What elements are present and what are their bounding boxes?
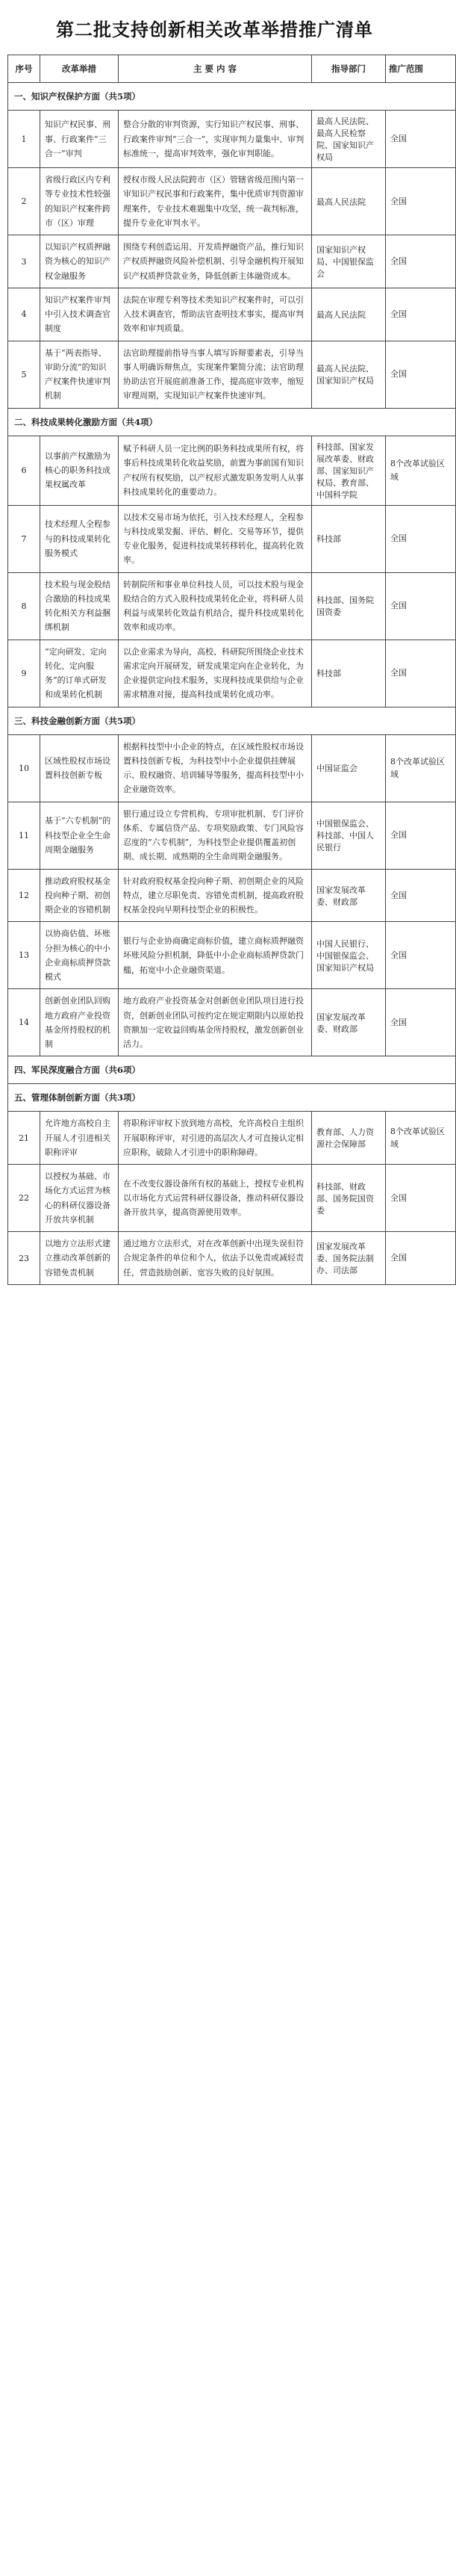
guiding-department: 科技部、国家发展改革委、财政部、国家知识产权局、教育部、中国科学院: [312, 436, 386, 505]
header-scope: 推广范围: [386, 55, 456, 83]
guiding-department: 最高人民法院: [312, 168, 386, 235]
guiding-department: 科技部: [312, 640, 386, 707]
table-row: [8, 734, 456, 802]
guiding-department: 科技部: [312, 505, 386, 572]
table-row: [8, 505, 456, 572]
promotion-scope: 全国: [386, 1165, 456, 1232]
table-row: [8, 922, 456, 989]
row-number: 5: [8, 341, 40, 408]
row-number: 2: [8, 168, 40, 235]
promotion-scope: 全国: [386, 111, 456, 168]
row-number: 14: [8, 989, 40, 1056]
guiding-department: 国家发展改革委、国务院法制办、司法部: [312, 1232, 386, 1285]
section-title: 四、军民深度融合方面（共6项）: [8, 1056, 456, 1084]
row-number: 6: [8, 436, 40, 505]
measure-name: 基于“两表指导、审助分流”的知识产权案件快速审判机制: [40, 341, 119, 408]
measure-content: 将职称评审权下放到地方高校，允许高校自主组织开展职称评审，对引进的高层次人才可直接认定相应职称，破除人才引进中的职称障碍。: [119, 1112, 312, 1165]
header-content: 主 要 内 容: [119, 55, 312, 83]
guiding-department: 中国人民银行、中国银保监会、国家知识产权局: [312, 922, 386, 989]
measure-content: 地方政府产业投资基金对创新创业团队项目进行投资，创新创业团队可按约定在规定期限内以原始投资额加一定收益回购基金所持股权，激发创新创业活力。: [119, 989, 312, 1056]
guiding-department: 科技部、国务院国资委: [312, 572, 386, 640]
section-row: [8, 1056, 456, 1084]
measure-content: 在不改变仪器设备所有权的基础上，授权专业机构以市场化方式运营科研仪器设备，推动科研仪器设备开放共享，提高资源使用效率。: [119, 1165, 312, 1232]
guiding-department: 国家知识产权局、中国银保监会: [312, 235, 386, 288]
guiding-department: 中国证监会: [312, 734, 386, 802]
measure-name: 区域性股权市场设置科技创新专板: [40, 734, 119, 802]
table-row: [8, 1232, 456, 1285]
measure-content: 银行通过设立专营机构、专项审批机制、专门评价体系、专属信贷产品、专项奖励政策、专门风险容忍度的“六专机制”，为科技型企业提供覆盖初创期、成长期、成熟期的全生命周期金融服务。: [119, 802, 312, 869]
measure-name: 以地方立法形式建立推动改革创新的容错免责机制: [40, 1232, 119, 1285]
measure-name: 知识产权民事、刑事、行政案件“三合一”审判: [40, 111, 119, 168]
measure-name: 创新创业团队回购地方政府产业投资基金所持股权的机制: [40, 989, 119, 1056]
row-number: 4: [8, 288, 40, 341]
measure-content: 转制院所和事业单位科技人员，可以技术股与现金股结合的方式入股科技成果转化企业，将科研人员利益与成果转化效益有机结合，提升科技成果转化效率和成功率。: [119, 572, 312, 640]
measure-content: 授权市级人民法院跨市（区）管辖省级范围内第一审知识产权民事和行政案件，集中优质审判资源审理案件，专业技术难题集中攻坚，统一裁判标准，提升专业化审判水平。: [119, 168, 312, 235]
promotion-scope: 全国: [386, 869, 456, 922]
table-row: [8, 288, 456, 341]
promotion-scope: 全国: [386, 1232, 456, 1285]
section-row: [8, 408, 456, 436]
promotion-scope: 全国: [386, 640, 456, 707]
measure-content: 法院在审理专利等技术类知识产权案件时，可以引入技术调查官，帮助法官查明技术事实，提高审判效率和审判质量。: [119, 288, 312, 341]
table-row: [8, 1112, 456, 1165]
measure-name: 推动政府股权基金投向种子期、初创期企业的容错机制: [40, 869, 119, 922]
page: [7, 0, 445, 1285]
table-body: [8, 83, 456, 1285]
section-title: 三、科技金融创新方面（共5项）: [8, 707, 456, 734]
guiding-department: 最高人民法院、国家知识产权局: [312, 341, 386, 408]
header-no: 序号: [8, 55, 40, 83]
row-number: 10: [8, 734, 40, 802]
header-dept: 指导部门: [312, 55, 386, 83]
measure-content: 通过地方立法形式，对在改革创新中出现失误但符合规定条件的单位和个人，依法予以免责或减轻责任，营造鼓励创新、宽容失败的良好氛围。: [119, 1232, 312, 1285]
row-number: 11: [8, 802, 40, 869]
guiding-department: 科技部、财政部、国务院国资委: [312, 1165, 386, 1232]
measure-name: 技术经理人全程参与的科技成果转化服务模式: [40, 505, 119, 572]
promotion-scope: 8个改革试验区域: [386, 436, 456, 505]
measure-name: 技术股与现金股结合激励的科技成果转化相关方利益捆绑机制: [40, 572, 119, 640]
measure-content: 针对政府股权基金投向种子期、初创期企业的风险特点，建立尽职免责、容错免责机制，提高政府股权基金投向早期科技型企业的积极性。: [119, 869, 312, 922]
row-number: 22: [8, 1165, 40, 1232]
promotion-scope: 8个改革试验区域: [386, 1112, 456, 1165]
section-row: [8, 1084, 456, 1112]
promotion-scope: 8个改革试验区域: [386, 734, 456, 802]
measure-content: 以技术交易市场为依托，引入技术经理人，全程参与科技成果发掘、评估、孵化、交易等环节，提供专业化服务，促进科技成果转移转化，提高转化效率。: [119, 505, 312, 572]
promotion-scope: 全国: [386, 922, 456, 989]
table-row: [8, 111, 456, 168]
document-title: 第二批支持创新相关改革举措推广清单: [56, 19, 373, 40]
row-number: 3: [8, 235, 40, 288]
table-row: [8, 1165, 456, 1232]
guiding-department: 国家发展改革委、财政部: [312, 869, 386, 922]
measure-content: 根据科技型中小企业的特点，在区域性股权市场设置科技创新专板，为科技型中小企业提供挂牌展示、股权融资、培训辅导等服务，提高科技型中小企业融资效率。: [119, 734, 312, 802]
promotion-scope: 全国: [386, 235, 456, 288]
table-row: [8, 572, 456, 640]
guiding-department: 教育部、人力资源社会保障部: [312, 1112, 386, 1165]
guiding-department: 最高人民法院: [312, 288, 386, 341]
row-number: 7: [8, 505, 40, 572]
measure-name: 允许地方高校自主开展人才引进相关职称评审: [40, 1112, 119, 1165]
measure-name: 基于“六专机制”的科技型企业全生命周期金融服务: [40, 802, 119, 869]
row-number: 8: [8, 572, 40, 640]
table-header-row: [8, 55, 456, 83]
measure-name: 知识产权案件审判中引入技术调查官制度: [40, 288, 119, 341]
measure-name: 以授权为基础、市场化方式运营为核心的科研仪器设备开放共享机制: [40, 1165, 119, 1232]
section-row: [8, 707, 456, 734]
measure-content: 银行与企业协商确定商标价值，建立商标质押融资坏账风险分担机制，降低中小企业商标质押贷款门槛，拓宽中小企业融资渠道。: [119, 922, 312, 989]
measure-name: “定向研发、定向转化、定向服务”的订单式研发和成果转化机制: [40, 640, 119, 707]
promotion-scope: 全国: [386, 505, 456, 572]
row-number: 13: [8, 922, 40, 989]
measure-content: 赋予科研人员一定比例的职务科技成果所有权，将事后科技成果转化收益奖励，前置为事前国有知识产权所有权奖励，以产权形式激发职务发明人从事科技成果转化的重要动力。: [119, 436, 312, 505]
table-row: [8, 341, 456, 408]
measure-content: 围绕专利创造运用、开发质押融资产品，推行知识产权质押融资风险补偿机制、引导金融机构开展知识产权质押贷款业务，降低创新主体融资成本。: [119, 235, 312, 288]
guiding-department: 最高人民法院、最高人民检察院、国家知识产权局: [312, 111, 386, 168]
section-title: 二、科技成果转化激励方面（共4项）: [8, 408, 456, 436]
measure-content: 以企业需求为导向，高校、科研院所围绕企业技术需求定向开展研发，研发成果定向在企业转化，为企业提供定向技术服务，实现科技成果供给与企业需求精准对接，提高科技成果转化成功率。: [119, 640, 312, 707]
promotion-scope: 全国: [386, 288, 456, 341]
row-number: 12: [8, 869, 40, 922]
measure-name: 以协商估值、坏账分担为核心的中小企业商标质押贷款模式: [40, 922, 119, 989]
promotion-scope: 全国: [386, 572, 456, 640]
promotion-scope: 全国: [386, 802, 456, 869]
promotion-scope: 全国: [386, 341, 456, 408]
guiding-department: 中国银保监会、科技部、中国人民银行: [312, 802, 386, 869]
table-row: [8, 235, 456, 288]
measures-table: [7, 55, 456, 1285]
row-number: 9: [8, 640, 40, 707]
promotion-scope: 全国: [386, 168, 456, 235]
table-row: [8, 869, 456, 922]
section-title: 一、知识产权保护方面（共5项）: [8, 83, 456, 111]
row-number: 23: [8, 1232, 40, 1285]
guiding-department: 国家发展改革委、财政部: [312, 989, 386, 1056]
promotion-scope: 全国: [386, 989, 456, 1056]
measure-name: 以事前产权激励为核心的职务科技成果权属改革: [40, 436, 119, 505]
measure-content: 整合分散的审判资源，实行知识产权民事、刑事、行政案件审判“三合一”，实现审判力量集中、审判标准统一，提高审判效率，强化审判职能。: [119, 111, 312, 168]
measure-name: 以知识产权质押融资为核心的知识产权金融服务: [40, 235, 119, 288]
measure-name: 省级行政区内专利等专业技术性较强的知识产权案件跨市（区）审理: [40, 168, 119, 235]
measure-content: 法官助理提前指导当事人填写诉辩要素表，引导当事人明确诉辩焦点，实现案件繁简分流；法官助理协助法官开展庭前准备工作，提高庭审效率，缩短审理周期，实现知识产权案件快速审判。: [119, 341, 312, 408]
table-row: [8, 989, 456, 1056]
table-row: [8, 168, 456, 235]
row-number: 21: [8, 1112, 40, 1165]
section-row: [8, 83, 456, 111]
row-number: 1: [8, 111, 40, 168]
table-row: [8, 436, 456, 505]
section-title: 五、管理体制创新方面（共3项）: [8, 1084, 456, 1112]
header-measure: 改革举措: [40, 55, 119, 83]
table-row: [8, 640, 456, 707]
table-row: [8, 802, 456, 869]
